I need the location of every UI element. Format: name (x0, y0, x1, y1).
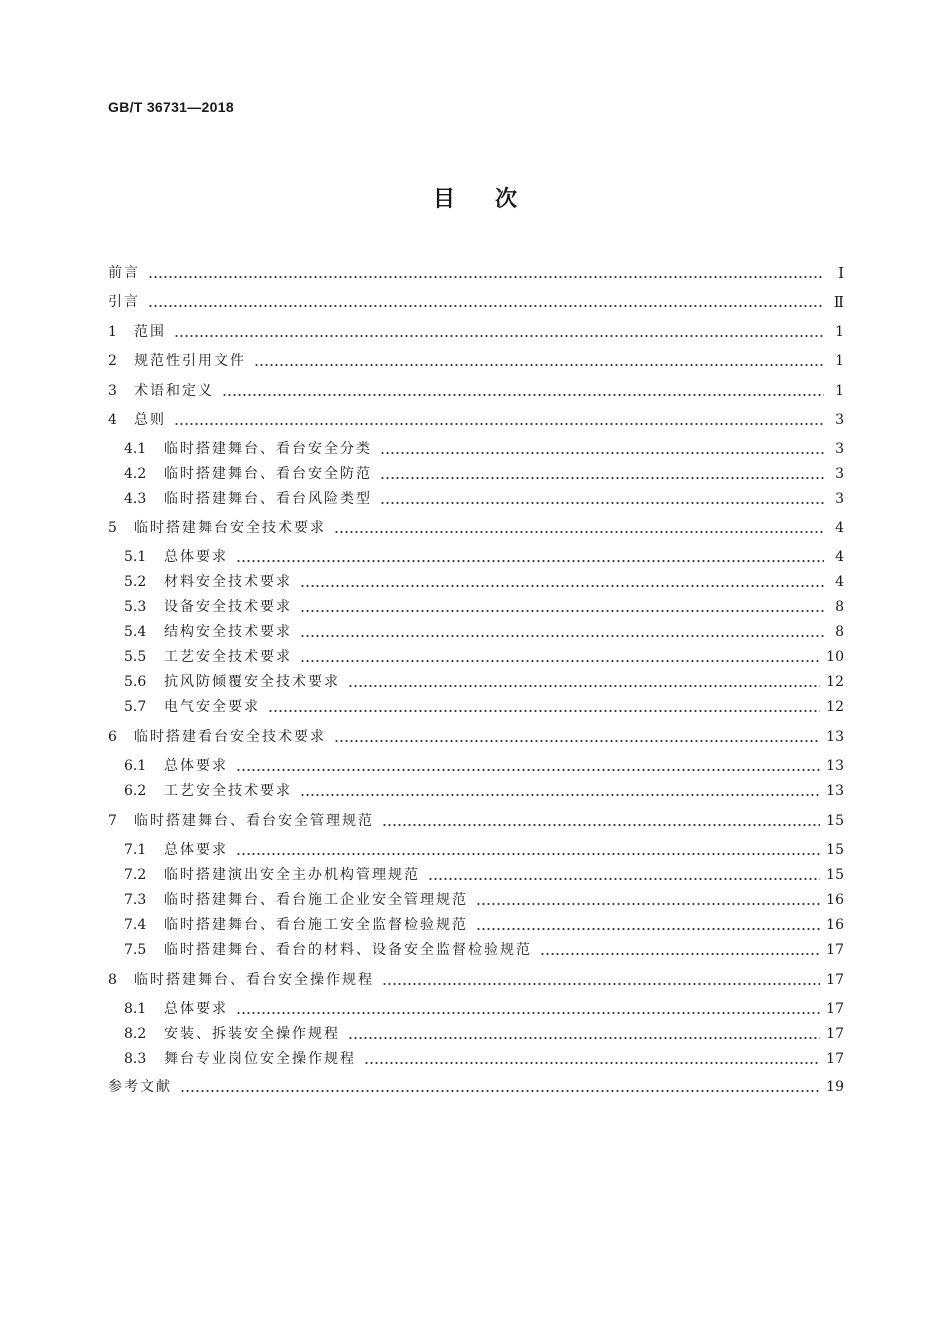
toc-entry-label: 临时搭建舞台、看台安全分类 (164, 441, 372, 457)
toc-entry-label: 工艺安全技术要求 (164, 649, 292, 665)
toc-entry[interactable] (108, 405, 844, 429)
toc-dot-leader (476, 903, 820, 905)
toc-entry[interactable] (124, 885, 844, 909)
toc-entry-label: 临时搭建舞台、看台安全防范 (164, 466, 372, 482)
toc-dot-leader (380, 477, 824, 479)
toc-dot-leader (300, 660, 820, 662)
toc-entry-page: 16 (826, 892, 844, 908)
toc-entry-number: 1 (108, 324, 117, 340)
toc-entry-page: 13 (826, 783, 844, 799)
toc-entry-label: 设备安全技术要求 (164, 599, 292, 615)
toc-entry[interactable] (124, 692, 844, 716)
toc-entry-label: 术语和定义 (134, 383, 214, 399)
toc-entry[interactable] (124, 751, 844, 775)
toc-entry-number: 5.3 (124, 599, 147, 615)
toc-entry-number: 7.4 (124, 917, 147, 933)
toc-entry-number: 7.5 (124, 942, 147, 958)
toc-entry[interactable] (108, 376, 844, 400)
toc-dot-leader (236, 1012, 820, 1014)
toc-entry-page: 17 (826, 942, 844, 958)
toc-entry-number: 7.3 (124, 892, 147, 908)
toc-entry-page: 17 (826, 1026, 844, 1042)
toc-dot-leader (334, 531, 824, 533)
toc-entry-page: 15 (826, 813, 844, 829)
toc-entry-number: 5.5 (124, 649, 147, 665)
toc-entry-page: 10 (826, 649, 844, 665)
toc-dot-leader (348, 1037, 820, 1039)
toc-entry[interactable] (124, 1044, 844, 1068)
toc-dot-leader (334, 740, 820, 742)
toc-entry-page: 3 (835, 412, 844, 428)
toc-entry-label: 总则 (134, 412, 166, 428)
toc-entry-label: 材料安全技术要求 (164, 574, 292, 590)
toc-entry-label: 临时搭建舞台、看台施工企业安全管理规范 (164, 892, 468, 908)
toc-entry-number: 5 (108, 520, 117, 536)
toc-entry[interactable] (124, 567, 844, 591)
toc-entry-page: 15 (826, 842, 844, 858)
toc-entry-number: 6.1 (124, 758, 147, 774)
toc-entry-number: 4.1 (124, 441, 147, 457)
toc-dot-leader (236, 853, 820, 855)
toc-entry[interactable] (124, 642, 844, 666)
toc-entry-number: 5.2 (124, 574, 147, 590)
toc-entry[interactable] (124, 1019, 844, 1043)
toc-entry-number: 5.6 (124, 674, 147, 690)
toc-dot-leader (300, 635, 824, 637)
toc-entry-number: 8.3 (124, 1051, 147, 1067)
toc-dot-leader (174, 335, 824, 337)
toc-entry-label: 抗风防倾覆安全技术要求 (164, 674, 340, 690)
toc-entry[interactable] (108, 965, 844, 989)
toc-entry[interactable] (124, 935, 844, 959)
toc-dot-leader (364, 1062, 820, 1064)
toc-entry-label: 前言 (108, 265, 140, 281)
toc-entry-page: 12 (826, 699, 844, 715)
toc-dot-leader (254, 364, 824, 366)
toc-entry-page: 17 (826, 972, 844, 988)
toc-entry[interactable] (108, 722, 844, 746)
toc-entry[interactable] (108, 1072, 844, 1096)
toc-entry-number: 4.3 (124, 491, 147, 507)
toc-entry[interactable] (124, 994, 844, 1018)
toc-entry-page: 1 (835, 324, 844, 340)
toc-dot-leader (382, 983, 820, 985)
toc-dot-leader (300, 610, 824, 612)
toc-entry[interactable] (108, 346, 844, 370)
toc-entry-page: 17 (826, 1051, 844, 1067)
toc-entry-label: 总体要求 (164, 758, 228, 774)
toc-entry-number: 7.2 (124, 867, 147, 883)
toc-entry-page: 3 (835, 466, 844, 482)
toc-dot-leader (268, 710, 820, 712)
toc-dot-leader (382, 824, 820, 826)
toc-entry-label: 规范性引用文件 (134, 353, 246, 369)
toc-entry[interactable] (124, 542, 844, 566)
toc-entry-label: 总体要求 (164, 549, 228, 565)
toc-entry-number: 5.4 (124, 624, 147, 640)
toc-dot-leader (148, 305, 824, 307)
toc-dot-leader (180, 1090, 820, 1092)
toc-entry-page: 4 (835, 549, 844, 565)
toc-entry-label: 临时搭建舞台、看台施工安全监督检验规范 (164, 917, 468, 933)
toc-dot-leader (300, 794, 820, 796)
toc-entry[interactable] (124, 776, 844, 800)
toc-entry-label: 舞台专业岗位安全操作规程 (164, 1051, 356, 1067)
toc-entry-page: 17 (826, 1001, 844, 1017)
toc-entry-page: 8 (835, 624, 844, 640)
toc-dot-leader (380, 502, 824, 504)
toc-dot-leader (348, 685, 820, 687)
toc-entry[interactable] (124, 617, 844, 641)
toc-entry-number: 7 (108, 813, 117, 829)
toc-entry-label: 总体要求 (164, 842, 228, 858)
toc-entry-label: 范围 (134, 324, 166, 340)
toc-entry-number: 8 (108, 972, 117, 988)
toc-entry-number: 6 (108, 729, 117, 745)
toc-entry[interactable] (124, 667, 844, 691)
toc-entry-page: 19 (826, 1079, 844, 1095)
toc-entry-label: 结构安全技术要求 (164, 624, 292, 640)
toc-entry-page: 12 (826, 674, 844, 690)
toc-dot-leader (540, 953, 820, 955)
toc-entry-number: 3 (108, 383, 117, 399)
toc-entry-label: 临时搭建看台安全技术要求 (134, 729, 326, 745)
toc-entry-label: 安装、拆装安全操作规程 (164, 1026, 340, 1042)
toc-dot-leader (222, 394, 824, 396)
toc-entry-label: 电气安全要求 (164, 699, 260, 715)
toc-entry-page: 1 (835, 383, 844, 399)
toc-entry-page: 8 (835, 599, 844, 615)
toc-entry-label: 临时搭建舞台安全技术要求 (134, 520, 326, 536)
toc-entry[interactable] (108, 513, 844, 537)
toc-entry-number: 4 (108, 412, 117, 428)
toc-entry-page: 3 (835, 491, 844, 507)
standard-code: GB/T 36731—2018 (108, 99, 234, 115)
toc-entry-label: 临时搭建舞台、看台的材料、设备安全监督检验规范 (164, 942, 532, 958)
toc-entry-page: 4 (835, 574, 844, 590)
toc-entry-label: 工艺安全技术要求 (164, 783, 292, 799)
toc-entry[interactable] (108, 317, 844, 341)
toc-dot-leader (174, 423, 824, 425)
page-title: 目次 (432, 187, 557, 212)
toc-entry-page: 4 (835, 520, 844, 536)
toc-entry-number: 5.1 (124, 549, 147, 565)
toc-entry[interactable] (108, 806, 844, 830)
toc-entry-label: 临时搭建舞台、看台安全操作规程 (134, 972, 374, 988)
toc-entry-label: 引言 (108, 294, 140, 310)
toc-entry[interactable] (124, 434, 844, 458)
toc-entry-label: 总体要求 (164, 1001, 228, 1017)
toc-dot-leader (236, 769, 820, 771)
toc-entry[interactable] (124, 835, 844, 859)
toc-dot-leader (236, 560, 824, 562)
toc-dot-leader (300, 585, 824, 587)
toc-dot-leader (428, 878, 820, 880)
toc-entry-page: 15 (826, 867, 844, 883)
toc-entry[interactable] (124, 910, 844, 934)
toc-entry-page: Ⅱ (833, 293, 844, 311)
toc-entry-number: 4.2 (124, 466, 147, 482)
toc-entry-label: 临时搭建舞台、看台安全管理规范 (134, 813, 374, 829)
toc-dot-leader (148, 276, 824, 278)
toc-entry-number: 7.1 (124, 842, 147, 858)
toc-entry-number: 8.2 (124, 1026, 147, 1042)
toc-entry-page: 16 (826, 917, 844, 933)
toc-entry-number: 2 (108, 353, 117, 369)
toc-entry[interactable] (124, 860, 844, 884)
toc-entry-number: 8.1 (124, 1001, 147, 1017)
toc-entry-page: 3 (835, 441, 844, 457)
toc-entry-label: 临时搭建演出安全主办机构管理规范 (164, 867, 420, 883)
toc-entry[interactable] (108, 258, 844, 282)
toc-entry[interactable] (124, 459, 844, 483)
toc-entry[interactable] (108, 287, 844, 311)
toc-entry[interactable] (124, 592, 844, 616)
toc-entry-page: Ⅰ (838, 264, 844, 282)
toc-entry-page: 13 (826, 729, 844, 745)
toc-entry-number: 6.2 (124, 783, 147, 799)
toc-dot-leader (476, 928, 820, 930)
toc-entry-number: 5.7 (124, 699, 147, 715)
toc-entry-page: 1 (835, 353, 844, 369)
toc-entry-page: 13 (826, 758, 844, 774)
toc-dot-leader (380, 452, 824, 454)
toc-entry-label: 临时搭建舞台、看台风险类型 (164, 491, 372, 507)
toc-entry[interactable] (124, 484, 844, 508)
toc-entry-label: 参考文献 (108, 1079, 172, 1095)
